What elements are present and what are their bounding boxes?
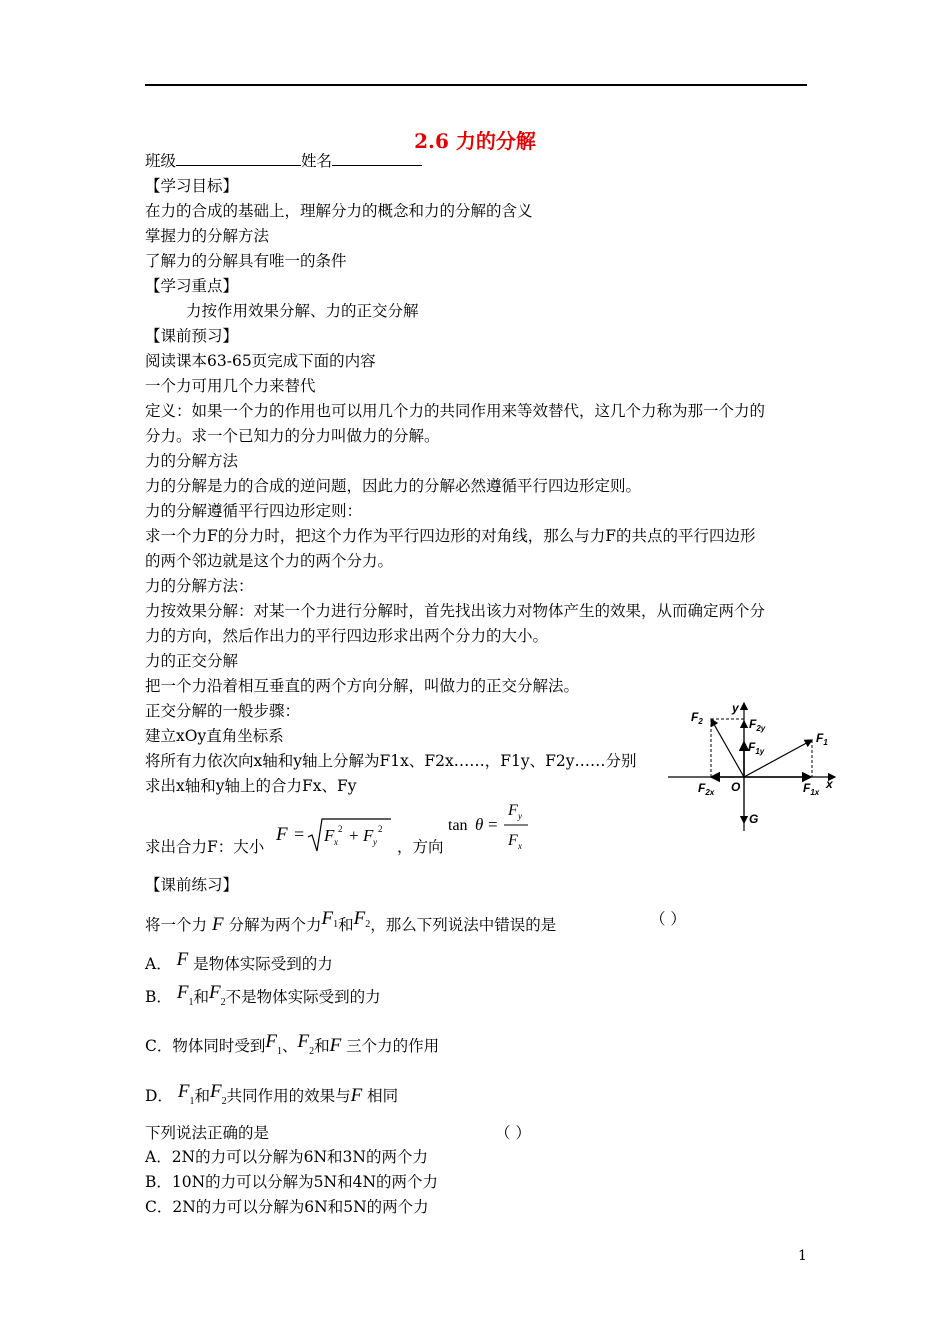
direction-label: ，方向 bbox=[397, 838, 444, 856]
page-title: 2.6 力的分解 bbox=[414, 129, 536, 153]
preview-line: 力的分解方法： bbox=[145, 577, 254, 595]
preview-line: 力的方向，然后作出力的平行四边形求出两个分力的大小。 bbox=[145, 627, 549, 645]
label-g: G bbox=[749, 812, 759, 826]
q2-option: B．10N的力可以分解为5N和4N的两个力 bbox=[145, 1173, 439, 1191]
preview-line: 力按效果分解：对某一个力进行分解时，首先找出该力对物体产生的效果，从而确定两个分 bbox=[145, 602, 766, 620]
page-number: 1 bbox=[798, 1248, 807, 1264]
svg-text:F: F bbox=[508, 802, 518, 819]
preview-line: 定义：如果一个力的作用也可以用几个力的共同作用来等效替代，这几个力称为那一个力的 bbox=[145, 402, 766, 420]
label-f1y: $F_{1y}$ bbox=[748, 740, 765, 756]
name-blank[interactable] bbox=[332, 150, 422, 166]
q1-answer-paren[interactable]: （ ） bbox=[650, 910, 686, 928]
svg-text:θ: θ bbox=[475, 815, 484, 834]
label-f1: $F_1$ bbox=[816, 731, 828, 747]
focus-heading: 【学习重点】 bbox=[145, 277, 239, 295]
preview-line: 把一个力沿着相互垂直的两个方向分解，叫做力的正交分解法。 bbox=[145, 677, 580, 695]
svg-text:+: + bbox=[349, 826, 359, 845]
label-x-axis: x bbox=[826, 777, 833, 791]
focus-text: 力按作用效果分解、力的正交分解 bbox=[186, 302, 419, 320]
svg-text:F: F bbox=[363, 826, 374, 845]
label-f1x: $F_{1x}$ bbox=[803, 781, 820, 797]
preview-line: 的两个邻边就是这个力的两个分力。 bbox=[145, 552, 394, 570]
goal-item: 了解力的分解具有唯一的条件 bbox=[145, 252, 347, 270]
preview-line: 力的分解是力的合成的逆问题，因此力的分解必然遵循平行四边形定则。 bbox=[145, 477, 642, 495]
svg-text:F: F bbox=[508, 832, 518, 849]
class-blank[interactable] bbox=[176, 150, 301, 166]
svg-text:F: F bbox=[276, 824, 288, 845]
svg-text:=: = bbox=[488, 815, 498, 834]
preview-heading: 【课前预习】 bbox=[145, 327, 239, 345]
preview-line: 求一个力F的分力时，把这个力作为平行四边形的对角线，那么与力F的共点的平行四边形 bbox=[145, 527, 756, 545]
label-f2: $F_2$ bbox=[691, 710, 703, 726]
preview-line: 将所有力依次向x轴和y轴上分解为F1x、F2x……，F1y、F2y……分别 bbox=[145, 752, 637, 770]
force-diagram bbox=[665, 695, 845, 835]
q1-option-d: D． $F_1$和$F_2$共同作用的效果与F 相同 bbox=[145, 1081, 399, 1107]
svg-text:=: = bbox=[294, 824, 305, 844]
q1-option-a: A． F 是物体实际受到的力 bbox=[145, 949, 333, 973]
svg-text:x: x bbox=[334, 837, 338, 847]
resultant-prefix: 求出合力F：大小 bbox=[145, 838, 265, 856]
goals-heading: 【学习目标】 bbox=[145, 177, 239, 195]
svg-text:y: y bbox=[518, 811, 522, 821]
preview-line: 力的分解遵循平行四边形定则： bbox=[145, 502, 363, 520]
preview-line: 力的正交分解 bbox=[145, 652, 239, 670]
label-origin: O bbox=[731, 780, 741, 794]
class-name-line bbox=[145, 150, 422, 171]
preview-line: 正交分解的一般步骤： bbox=[145, 702, 301, 720]
header-rule bbox=[145, 84, 807, 86]
svg-text:F: F bbox=[324, 826, 335, 845]
preview-line: 建立xOy直角坐标系 bbox=[145, 727, 284, 745]
q1-stem: 将一个力 F 分解为两个力$F^1$和$F^2$，那么下列说法中错误的是 bbox=[145, 908, 557, 935]
preview-line: 力的分解方法 bbox=[145, 452, 239, 470]
q2-stem: 下列说法正确的是 bbox=[145, 1124, 270, 1142]
q2-option: C．2N的力可以分解为6N和5N的两个力 bbox=[145, 1198, 429, 1216]
label-y-axis: y bbox=[732, 701, 739, 715]
name-label: 姓名 bbox=[301, 152, 333, 170]
preview-line: 求出x轴和y轴上的合力Fx、Fy bbox=[145, 777, 357, 795]
q2-option: A．2N的力可以分解为6N和3N的两个力 bbox=[145, 1148, 428, 1166]
svg-text:tan: tan bbox=[448, 817, 468, 834]
q1-option-c: C．物体同时受到$F_1$、$F_2$和F 三个力的作用 bbox=[145, 1031, 440, 1057]
preview-line: 阅读课本63-65页完成下面的内容 bbox=[145, 352, 376, 370]
q2-answer-paren[interactable]: （ ） bbox=[495, 1124, 531, 1142]
svg-text:2: 2 bbox=[378, 824, 383, 834]
goal-item: 在力的合成的基础上，理解分力的概念和力的分解的含义 bbox=[145, 202, 533, 220]
class-label: 班级 bbox=[145, 152, 177, 170]
svg-text:y: y bbox=[373, 837, 377, 847]
label-f2y: $F_{2y}$ bbox=[749, 717, 766, 733]
direction-formula bbox=[444, 795, 536, 855]
goal-item: 掌握力的分解方法 bbox=[145, 227, 270, 245]
preview-line: 分力。求一个已知力的分力叫做力的分解。 bbox=[145, 427, 440, 445]
magnitude-formula bbox=[272, 815, 396, 855]
q1-option-b: B． $F_1$和$F_2$不是物体实际受到的力 bbox=[145, 982, 381, 1008]
label-f2x: $F_{2x}$ bbox=[698, 781, 715, 797]
svg-text:2: 2 bbox=[338, 824, 343, 834]
practice-heading: 【课前练习】 bbox=[145, 876, 239, 894]
svg-text:x: x bbox=[518, 841, 522, 851]
preview-line: 一个力可用几个力来替代 bbox=[145, 377, 316, 395]
